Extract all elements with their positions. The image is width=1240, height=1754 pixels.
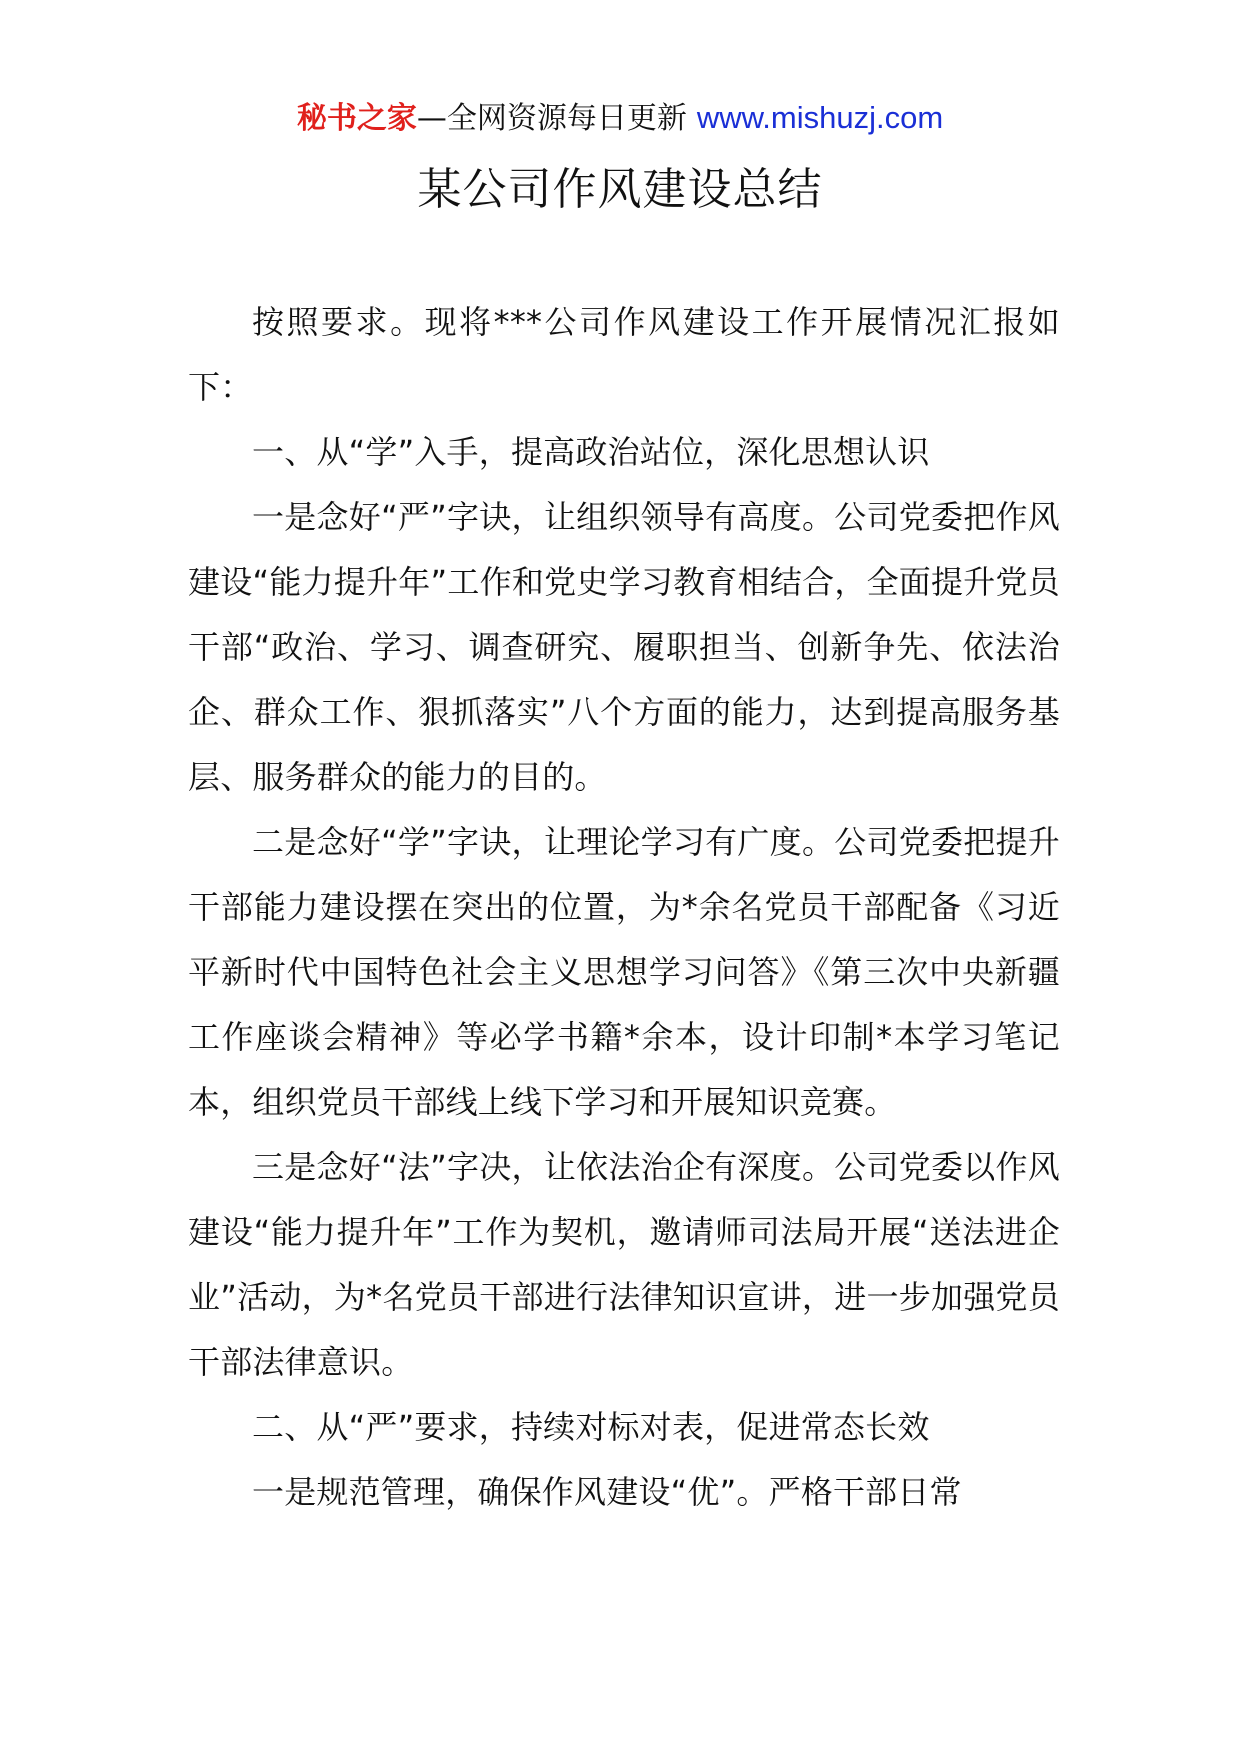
body-paragraph: 二是念好“学”字诀，让理论学习有广度。公司党委把提升干部能力建设摆在突出的位置，为*余名党员干部配备《习近平新时代中国特色社会主义思想学习问答》《第三次中央新疆工作座谈会精神》等必学书籍*余本，设计印制*本学习笔记本，组织党员干部线上线下学习和开展知识竞赛。 xyxy=(188,823,1060,1121)
site-url-link[interactable]: www.mishuzj.com xyxy=(696,100,944,135)
body-paragraph: 一是规范管理，确保作风建设“优”。严格干部日常 xyxy=(252,1473,962,1511)
site-tagline: —全网资源每日更新 xyxy=(416,101,687,136)
body-paragraph: 三是念好“法”字决，让依法治企有深度。公司党委以作风建设“能力提升年”工作为契机，邀请师司法局开展“送法进企业”活动，为*名党员干部进行法律知识宣讲，进一步加强党员干部法律意识。 xyxy=(188,1148,1060,1381)
site-brand: 秘书之家 xyxy=(296,101,417,136)
document-body xyxy=(188,290,1060,1525)
section-heading-2: 二、从“严”要求，持续对标对表，促进常态长效 xyxy=(252,1408,930,1446)
intro-paragraph: 按照要求。现将***公司作风建设工作开展情况汇报如下： xyxy=(188,303,1060,406)
document-title: 某公司作风建设总结 xyxy=(417,164,823,215)
body-paragraph: 一是念好“严”字诀，让组织领导有高度。公司党委把作风建设“能力提升年”工作和党史学习教育相结合，全面提升党员干部“政治、学习、调查研究、履职担当、创新争先、依法治企、群众工作、狠抓落实”八个方面的能力，达到提高服务基层、服务群众的能力的目的。 xyxy=(188,498,1060,796)
site-header xyxy=(0,98,1240,139)
section-heading-1: 一、从“学”入手，提高政治站位，深化思想认识 xyxy=(252,433,930,471)
